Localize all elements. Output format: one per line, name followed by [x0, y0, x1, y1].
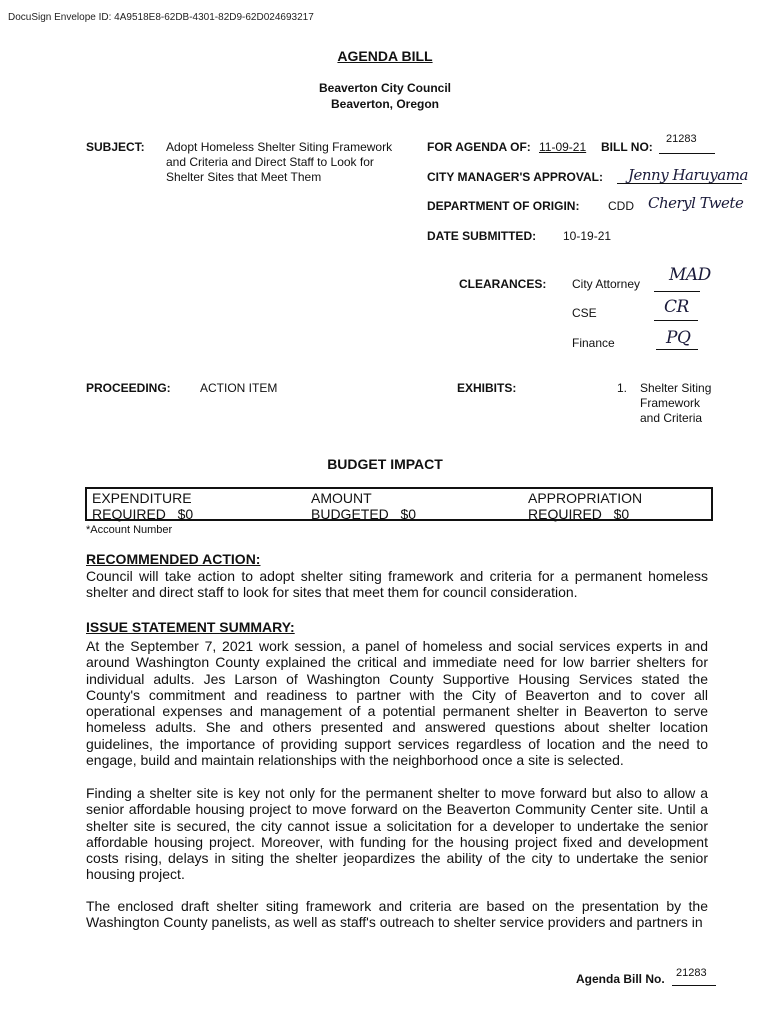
recommended-text: Council will take action to adopt shelter siting framework and criteria for a permanent homeless shelter and direct staff to look for sites that meet them for council consideration. — [86, 568, 708, 601]
clearance-line — [654, 320, 698, 321]
issue-paragraph: The enclosed draft shelter siting framework and criteria are based on the presentation by the Washington County panelists, as well as staff's outreach to shelter service providers and partners in — [86, 898, 708, 931]
budget-cell-line: REQUIRED $0 — [92, 506, 194, 522]
exhibit-title — [640, 381, 711, 426]
budget-amount-cell — [311, 490, 416, 522]
envelope-id: DocuSign Envelope ID: 4A9518E8-62DB-4301-82D9-62D024693217 — [8, 12, 314, 23]
department-signature: Cheryl Twete — [648, 194, 744, 212]
issue-heading: ISSUE STATEMENT SUMMARY: — [86, 619, 295, 635]
clearance-name: Finance — [572, 336, 615, 350]
subject-line: and Criteria and Direct Staff to Look for — [166, 155, 374, 169]
clearance-line — [654, 291, 700, 292]
subject-text — [166, 140, 392, 185]
for-agenda-label: FOR AGENDA OF: — [427, 140, 531, 154]
council-block — [0, 80, 770, 112]
budget-footnote: *Account Number — [86, 524, 173, 536]
budget-heading: BUDGET IMPACT — [327, 456, 443, 472]
for-agenda-value: 11-09-21 — [539, 140, 587, 154]
budget-table — [85, 487, 713, 521]
clearance-initials: MAD — [669, 265, 711, 285]
bill-no-line — [659, 153, 715, 154]
proceeding-label: PROCEEDING: — [86, 381, 171, 395]
page-title: AGENDA BILL — [337, 48, 433, 64]
clearance-initials: PQ — [666, 328, 691, 348]
budget-expenditure-cell — [92, 490, 193, 522]
budget-cell-line: BUDGETED $0 — [311, 506, 417, 522]
subject-line: Adopt Homeless Shelter Siting Framework — [166, 140, 393, 154]
exhibit-line: Shelter Siting — [640, 381, 712, 395]
exhibit-line: and Criteria — [640, 411, 703, 425]
footer-bill-label: Agenda Bill No. — [576, 972, 665, 986]
city-manager-signature: Jenny Haruyama — [628, 166, 748, 184]
exhibits-label: EXHIBITS: — [457, 381, 517, 395]
exhibit-line: Framework — [640, 396, 701, 410]
budget-cell-line: AMOUNT — [311, 490, 372, 506]
subject-label: SUBJECT: — [86, 140, 145, 154]
budget-cell-line: EXPENDITURE — [92, 490, 192, 506]
issue-paragraph: Finding a shelter site is key not only for the permanent shelter to move forward but also to allow a senior affordable housing project to move forward on the Beaverton Community Center site. Until a shelter site is secured, the city cannot issue a solicitation for a developer to undertake the senior affordable housing project. Moreover, with funding for the housing project fixed and development costs rising, delays in siting the shelter jeopardizes the ability of the city to undertake the senior housing project. — [86, 785, 708, 883]
issue-paragraph: At the September 7, 2021 work session, a panel of homeless and social services experts in and around Washington County explained the critical and immediate need for low barrier shelters for individual adults. Jes Larson of Washington County Supportive Housing Services stated the County's commitment and readiness to partner with the City of Beaverton and to cover all operational expenses and management of a potential permanent shelter in Beaverton to serve homeless adults. She and others presented and answered questions about shelter location guidelines, the importance of providing support services regardless of location and the need to engage, build and maintain relationships with the neighborhood once a site is selected. — [86, 638, 708, 769]
budget-cell-line: REQUIRED $0 — [528, 506, 630, 522]
council-name: Beaverton City Council — [318, 81, 452, 95]
footer-bill-line — [672, 985, 716, 986]
clearance-initials: CR — [664, 297, 689, 317]
subject-line: Shelter Sites that Meet Them — [166, 170, 322, 184]
department-label: DEPARTMENT OF ORIGIN: — [427, 199, 580, 213]
budget-cell-line: APPROPRIATION — [528, 490, 643, 506]
exhibit-number: 1. — [617, 381, 628, 395]
clearance-name: City Attorney — [572, 277, 641, 291]
proceeding-value: ACTION ITEM — [200, 381, 278, 395]
date-submitted-label: DATE SUBMITTED: — [427, 229, 537, 243]
city-manager-label: CITY MANAGER'S APPROVAL: — [427, 170, 603, 184]
footer-bill-value: 21283 — [676, 967, 707, 979]
council-location: Beaverton, Oregon — [330, 97, 440, 111]
recommended-heading: RECOMMENDED ACTION: — [86, 551, 261, 567]
budget-appropriation-cell — [528, 490, 642, 522]
clearances-label: CLEARANCES: — [459, 277, 547, 291]
bill-no-value: 21283 — [666, 133, 697, 145]
clearance-name: CSE — [572, 306, 597, 320]
department-value: CDD — [608, 199, 634, 213]
clearance-line — [656, 349, 698, 350]
bill-no-label: BILL NO: — [601, 140, 653, 154]
date-submitted-value: 10-19-21 — [563, 229, 612, 243]
